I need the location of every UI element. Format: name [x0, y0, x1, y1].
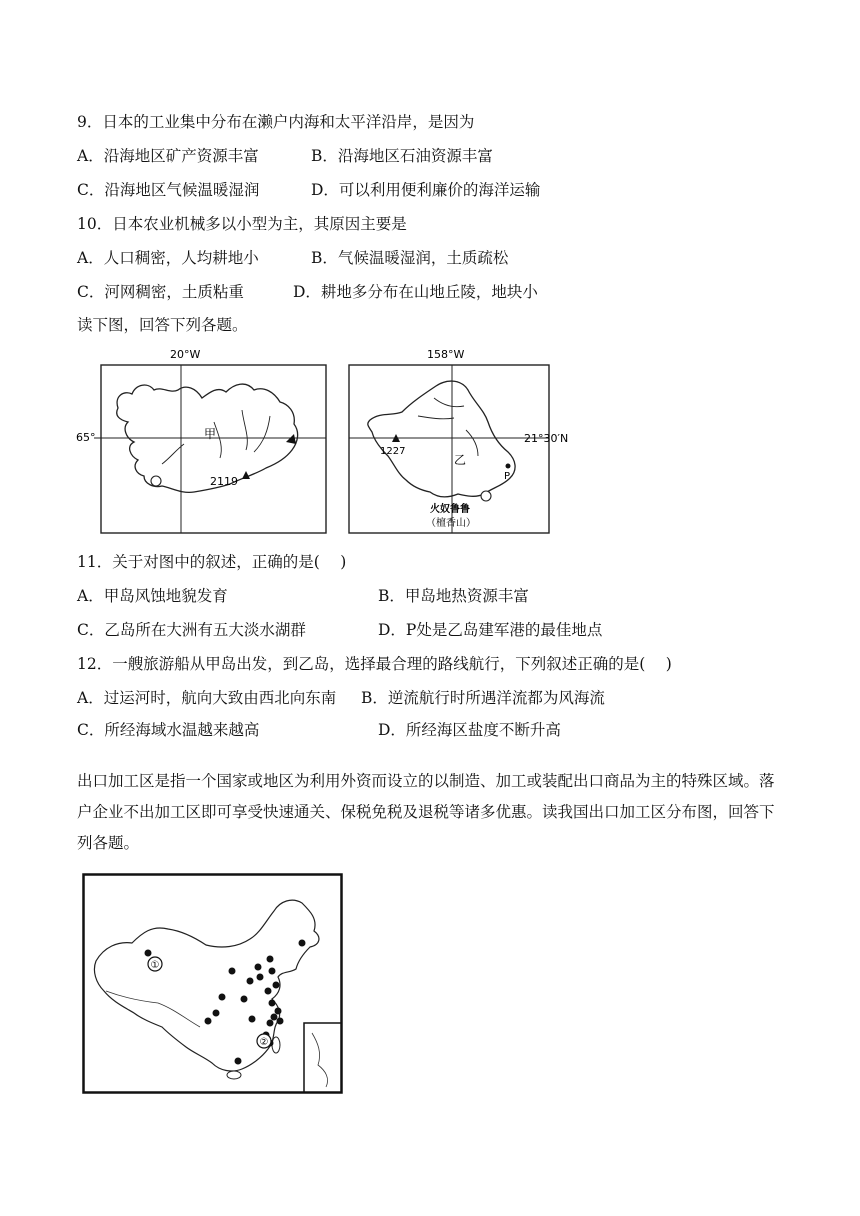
island-label-jia: 甲: [204, 427, 217, 441]
q11-option-a: A．甲岛风蚀地貌发育: [77, 587, 228, 605]
q12-option-a: A．过运河时，航向大致由西北向东南: [77, 689, 337, 707]
q10-option-d: D．耕地多分布在山地丘陵，地块小: [293, 283, 538, 301]
intro-read-figure: 读下图，回答下列各题。: [77, 316, 248, 334]
q11-stem: 11．关于对图中的叙述，正确的是( ): [77, 553, 347, 571]
q12-option-c: C．所经海域水温越来越高: [77, 721, 260, 739]
lon-label-20w: 20°W: [170, 348, 201, 361]
peak-label-1227: 1227: [380, 446, 406, 457]
lat-label-65: 65°: [76, 431, 96, 444]
zone-label-1: ①: [150, 960, 160, 971]
lon-label-158w: 158°W: [427, 348, 465, 361]
q9-option-c: C．沿海地区气候温暖湿润: [77, 181, 260, 199]
china-export-zones-map: [82, 873, 344, 1095]
point-label-p: P: [504, 471, 511, 482]
q9-row1: [77, 146, 493, 166]
q11-option-c: C．乙岛所在大洲有五大淡水湖群: [77, 621, 306, 639]
honolulu-label: 火奴鲁鲁: [430, 504, 470, 515]
honolulu-sub-label: （檀香山）: [426, 518, 476, 529]
q11-option-d: D．P处是乙岛建军港的最佳地点: [378, 621, 603, 639]
q10-option-b: B．气候温暖湿润，土质疏松: [311, 249, 509, 267]
q11-row1: [77, 586, 529, 606]
q9-option-d: D．可以利用便利廉价的海洋运输: [311, 181, 541, 199]
island-maps-figure: [74, 346, 614, 538]
q12-option-b: B．逆流航行时所遇洋流都为风海流: [361, 689, 605, 707]
zone-label-2: ②: [259, 1037, 269, 1048]
q9-stem: 9．日本的工业集中分布在濑户内海和太平洋沿岸，是因为: [77, 113, 475, 131]
q9-option-a: A．沿海地区矿产资源丰富: [77, 147, 259, 165]
q11-option-b: B．甲岛地热资源丰富: [378, 587, 529, 605]
q9-row2: [77, 180, 541, 200]
q10-stem: 10．日本农业机械多以小型为主，其原因主要是: [77, 215, 407, 233]
export-zone-paragraph: 出口加工区是指一个国家或地区为利用外资而设立的以制造、加工或装配出口商品为主的特殊区域。落户企业不出加工区即可享受快速通关、保税免税及退税等诸多优惠。读我国出口加工区分布图，回答下列各题。: [77, 772, 775, 852]
q10-row2: [77, 282, 538, 302]
q12-option-d: D．所经海区盐度不断升高: [378, 721, 561, 739]
q9-option-b: B．沿海地区石油资源丰富: [311, 147, 493, 165]
peak-label-2119: 2119: [210, 475, 238, 488]
q12-row2: [77, 720, 561, 740]
map-left-iceland: [76, 348, 326, 533]
q11-row2: [77, 620, 603, 640]
q10-option-c: C．河网稠密，土质粘重: [77, 283, 244, 301]
oahu-outline: [368, 381, 515, 497]
q12-stem: 12．一艘旅游船从甲岛出发，到乙岛，选择最合理的路线航行，下列叙述正确的是( ): [77, 655, 672, 673]
lat-label-2130n: 21°30′N: [524, 432, 569, 445]
q10-option-a: A．人口稠密，人均耕地小: [77, 249, 259, 267]
q12-row1: [77, 688, 605, 708]
island-label-yi: 乙: [454, 453, 467, 467]
q10-row1: [77, 248, 509, 268]
map-right-oahu: [349, 348, 568, 533]
